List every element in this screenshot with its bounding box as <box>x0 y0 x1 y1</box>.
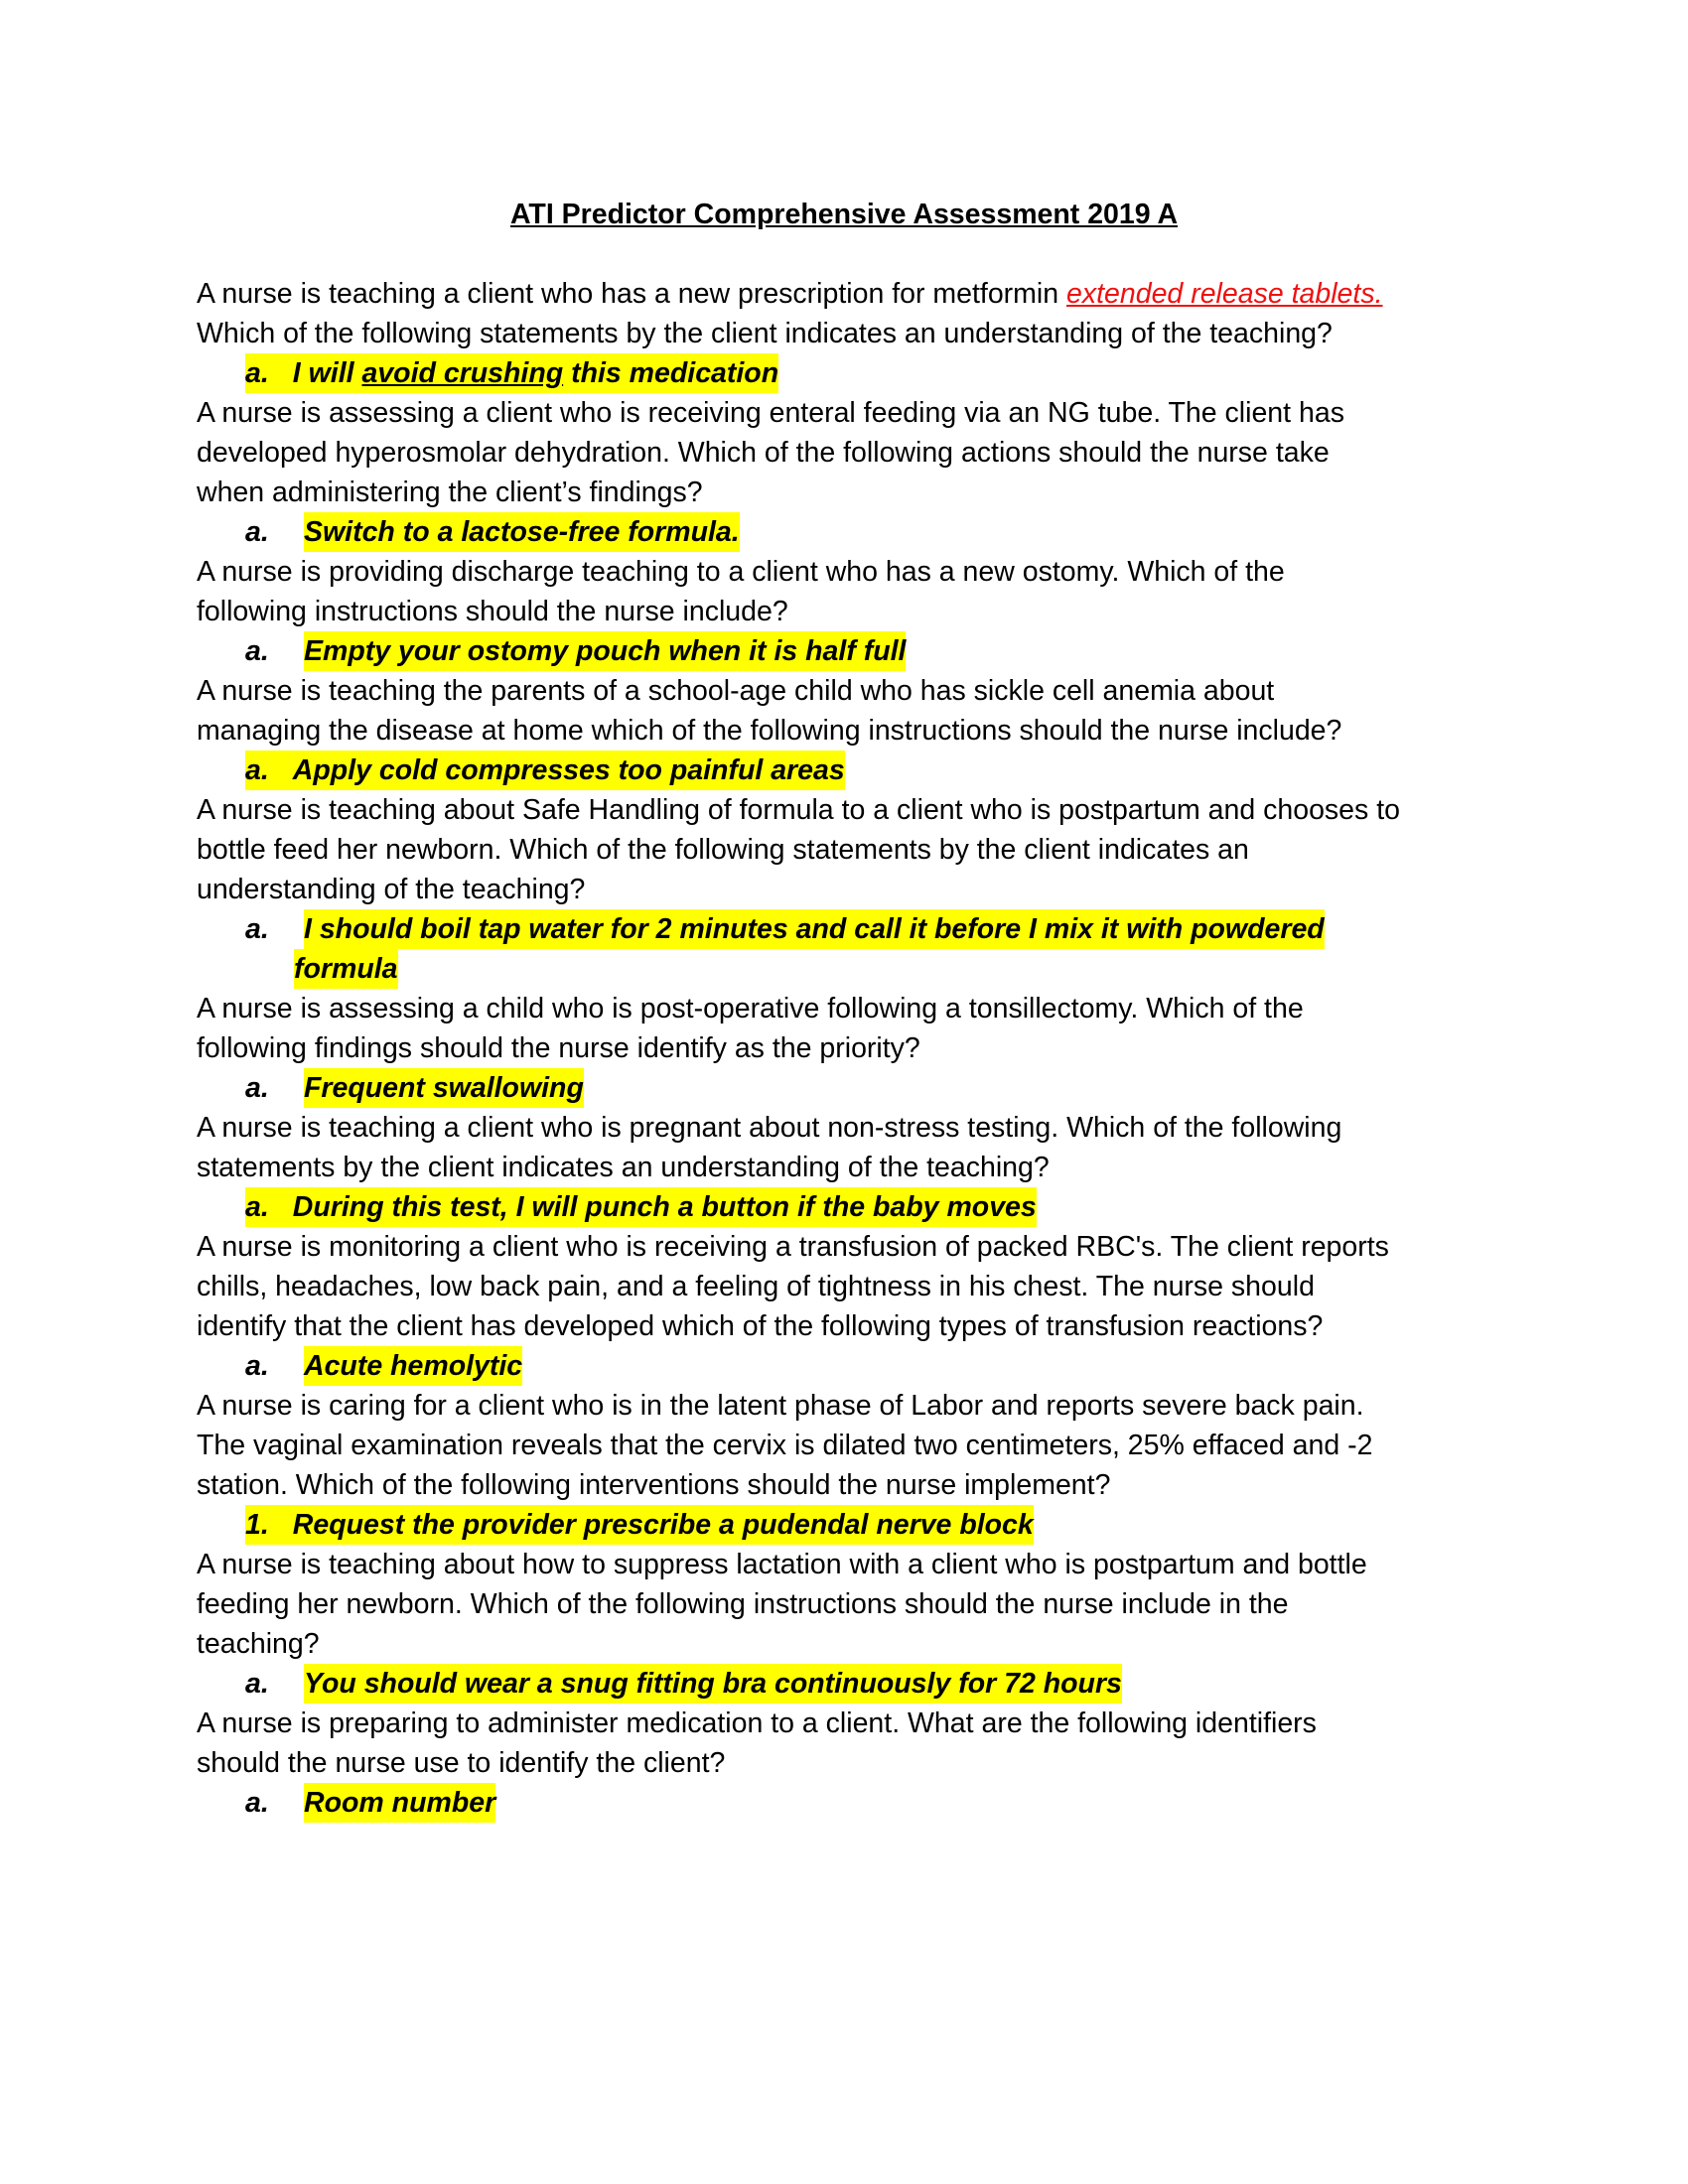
document-title: ATI Predictor Comprehensive Assessment 2019 A <box>509 199 1179 230</box>
answer-label: a. <box>245 516 269 548</box>
question-9-line: A nurse is caring for a client who is in the latent phase of Labor and reports severe back pain. <box>197 1390 1364 1422</box>
answer-7 <box>197 1187 1507 1227</box>
answer-text: I will <box>292 357 362 389</box>
answer-text: You should wear a snug fitting bra continuously for 72 hours <box>304 1664 1122 1704</box>
emphasized-phrase: extended release tablets. <box>1066 278 1383 310</box>
question-2-line: A nurse is assessing a client who is receiving enteral feeding via an NG tube. The client has <box>197 397 1344 429</box>
answer-label: a. <box>245 1350 269 1382</box>
answer-6 <box>197 1068 1507 1108</box>
answer-label: a. <box>245 357 269 389</box>
answer-text: Apply cold compresses too painful areas <box>292 754 845 786</box>
question-4-line: A nurse is teaching the parents of a school-age child who has sickle cell anemia about <box>197 675 1275 707</box>
answer-3 <box>197 631 1507 671</box>
question-5-line: A nurse is teaching about Safe Handling of formula to a client who is postpartum and chooses to <box>197 794 1400 826</box>
answer-text: formula <box>294 949 398 989</box>
answer-10 <box>197 1664 1507 1704</box>
document-body <box>197 274 1507 1823</box>
question-11-line: A nurse is preparing to administer medication to a client. What are the following identifiers <box>197 1707 1317 1739</box>
answer-9 <box>197 1505 1507 1545</box>
question-2-line: when administering the client’s findings? <box>197 477 703 508</box>
question-7-line: A nurse is teaching a client who is pregnant about non-stress testing. Which of the following <box>197 1112 1342 1144</box>
question-5-line: bottle feed her newborn. Which of the following statements by the client indicates an <box>197 834 1249 866</box>
answer-text: Room number <box>304 1783 495 1823</box>
answer-text: Acute hemolytic <box>304 1346 522 1386</box>
answer-5 <box>197 909 1507 949</box>
answer-1 <box>197 353 1507 393</box>
answer-4 <box>197 751 1507 790</box>
answer-text: this medication <box>563 357 779 389</box>
answer-label: a. <box>245 1668 269 1700</box>
question-8-line: identify that the client has developed which of the following types of transfusion reactions? <box>197 1310 1324 1342</box>
question-4-line: managing the disease at home which of the following instructions should the nurse include? <box>197 715 1342 747</box>
answer-text: Frequent swallowing <box>304 1068 584 1108</box>
answer-label: a. <box>245 1191 269 1223</box>
question-1-line: Which of the following statements by the client indicates an understanding of the teaching? <box>197 318 1333 349</box>
answer-label: a. <box>245 754 269 786</box>
answer-text: Empty your ostomy pouch when it is half full <box>304 631 906 671</box>
question-10-line: A nurse is teaching about how to suppress lactation with a client who is postpartum and bottle <box>197 1549 1367 1580</box>
question-7-line: statements by the client indicates an understanding of the teaching? <box>197 1152 1050 1183</box>
answer-text: Request the provider prescribe a pudendal nerve block <box>292 1509 1034 1541</box>
answer-label: a. <box>245 1787 269 1819</box>
answer-11 <box>197 1783 1507 1823</box>
answer-text: During this test, I will punch a button if the baby moves <box>292 1191 1037 1223</box>
answer-emphasis: avoid crushing <box>361 357 564 389</box>
question-10-line: teaching? <box>197 1628 320 1660</box>
question-2-line: developed hyperosmolar dehydration. Which of the following actions should the nurse take <box>197 437 1330 469</box>
answer-text: I should boil tap water for 2 minutes and call it before I mix it with powdered <box>304 909 1325 949</box>
answer-label: 1. <box>245 1509 269 1541</box>
question-1-line <box>197 274 1507 314</box>
question-5-line: understanding of the teaching? <box>197 874 586 905</box>
question-3-line: following instructions should the nurse include? <box>197 596 788 627</box>
question-10-line: feeding her newborn. Which of the following instructions should the nurse include in the <box>197 1588 1289 1620</box>
answer-text: Switch to a lactose-free formula. <box>304 512 740 552</box>
question-8-line: A nurse is monitoring a client who is receiving a transfusion of packed RBC's. The client reports <box>197 1231 1389 1263</box>
answer-label: a. <box>245 913 269 945</box>
answer-2 <box>197 512 1507 552</box>
question-3-line: A nurse is providing discharge teaching to a client who has a new ostomy. Which of the <box>197 556 1285 588</box>
question-11-line: should the nurse use to identify the client? <box>197 1747 726 1779</box>
question-6-line: following findings should the nurse identify as the priority? <box>197 1032 920 1064</box>
question-text: A nurse is teaching a client who has a new prescription for metformin <box>197 278 1067 310</box>
question-8-line: chills, headaches, low back pain, and a feeling of tightness in his chest. The nurse should <box>197 1271 1315 1302</box>
question-6-line: A nurse is assessing a child who is post-operative following a tonsillectomy. Which of the <box>197 993 1304 1024</box>
question-9-line: station. Which of the following interventions should the nurse implement? <box>197 1469 1111 1501</box>
answer-label: a. <box>245 635 269 667</box>
question-9-line: The vaginal examination reveals that the cervix is dilated two centimeters, 25% effaced and -2 <box>197 1430 1373 1461</box>
answer-label: a. <box>245 1072 269 1104</box>
answer-5-continued <box>197 949 1507 989</box>
answer-8 <box>197 1346 1507 1386</box>
